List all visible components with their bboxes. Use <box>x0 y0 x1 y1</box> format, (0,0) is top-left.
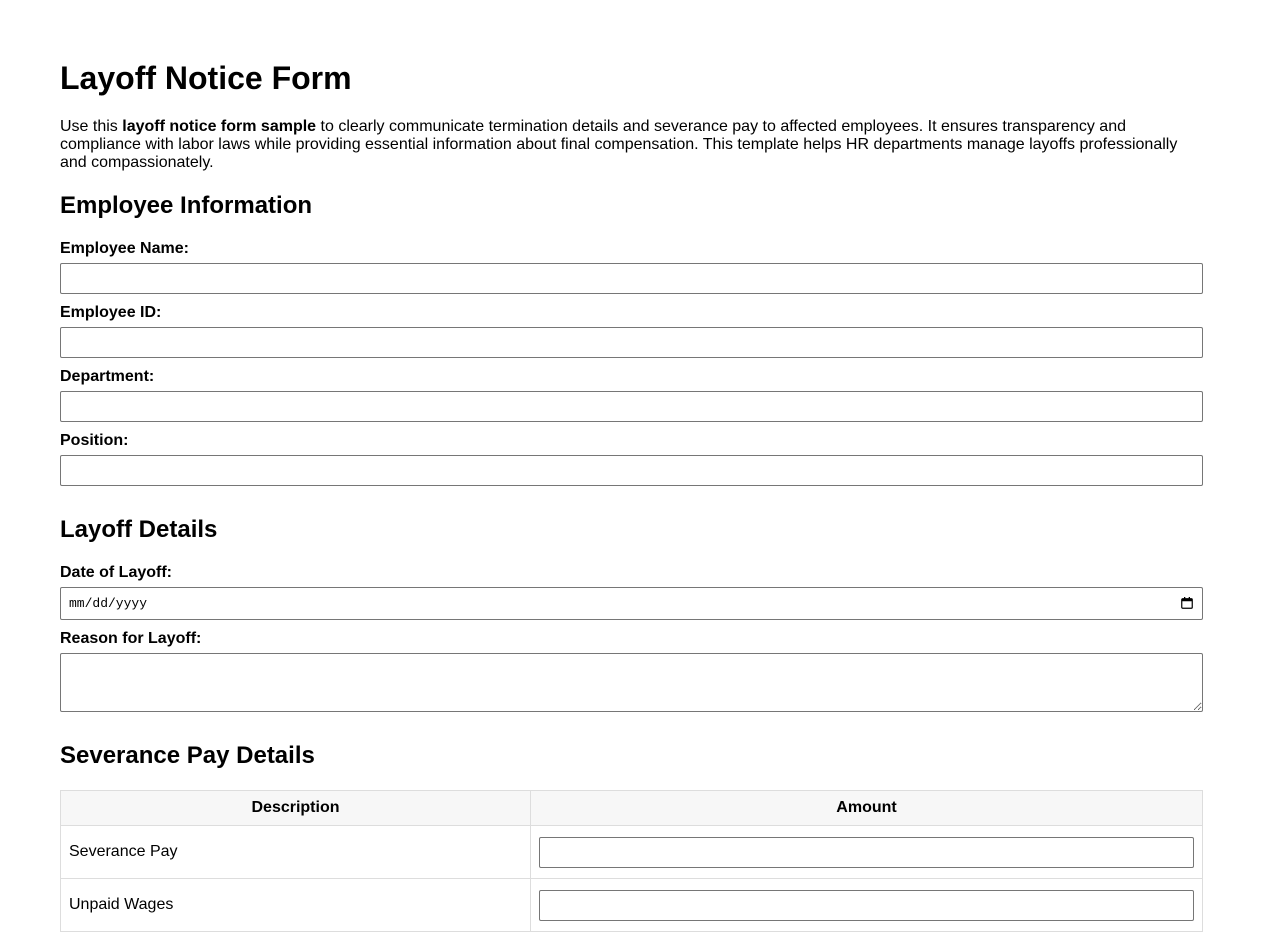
unpaid-wages-description: Unpaid Wages <box>61 879 531 932</box>
severance-pay-amount-input[interactable] <box>539 837 1194 868</box>
layoff-reason-textarea[interactable] <box>60 653 1203 712</box>
severance-pay-amount-cell <box>531 826 1203 879</box>
severance-heading: Severance Pay Details <box>60 742 315 769</box>
position-label: Position: <box>60 432 129 449</box>
amount-column-header: Amount <box>531 791 1203 826</box>
page-title: Layoff Notice Form <box>60 60 352 96</box>
table-row <box>61 879 1203 932</box>
severance-table-header-row <box>61 791 1203 826</box>
intro-bold-text: layoff notice form sample <box>122 118 317 135</box>
layoff-date-placeholder: mm/dd/yyyy <box>69 596 148 611</box>
layoff-date-input[interactable] <box>60 587 1203 620</box>
employee-info-heading: Employee Information <box>60 192 313 219</box>
position-input[interactable] <box>60 455 1203 486</box>
description-column-header: Description <box>61 791 531 826</box>
employee-name-label: Employee Name: <box>60 240 189 257</box>
unpaid-wages-amount-cell <box>531 879 1203 932</box>
severance-table <box>60 790 1203 932</box>
intro-paragraph <box>60 118 1203 172</box>
department-label: Department: <box>60 368 155 385</box>
employee-id-label: Employee ID: <box>60 304 162 321</box>
intro-text-end: to clearly communicate termination details and severance pay to affected employees. It ensures transparency and compliance with labor laws while providing essential information about final compensation. This template helps HR departments manage layoffs professionally and compassionately. <box>60 118 1178 171</box>
table-row <box>61 826 1203 879</box>
unpaid-wages-amount-input[interactable] <box>539 890 1194 921</box>
layoff-date-label: Date of Layoff: <box>60 564 172 581</box>
layoff-reason-label: Reason for Layoff: <box>60 630 202 647</box>
severance-pay-description: Severance Pay <box>61 826 531 879</box>
calendar-icon[interactable] <box>1181 597 1193 609</box>
department-input[interactable] <box>60 391 1203 422</box>
employee-id-input[interactable] <box>60 327 1203 358</box>
employee-name-input[interactable] <box>60 263 1203 294</box>
layoff-details-heading: Layoff Details <box>60 516 218 543</box>
intro-text-start: Use this <box>60 118 123 135</box>
